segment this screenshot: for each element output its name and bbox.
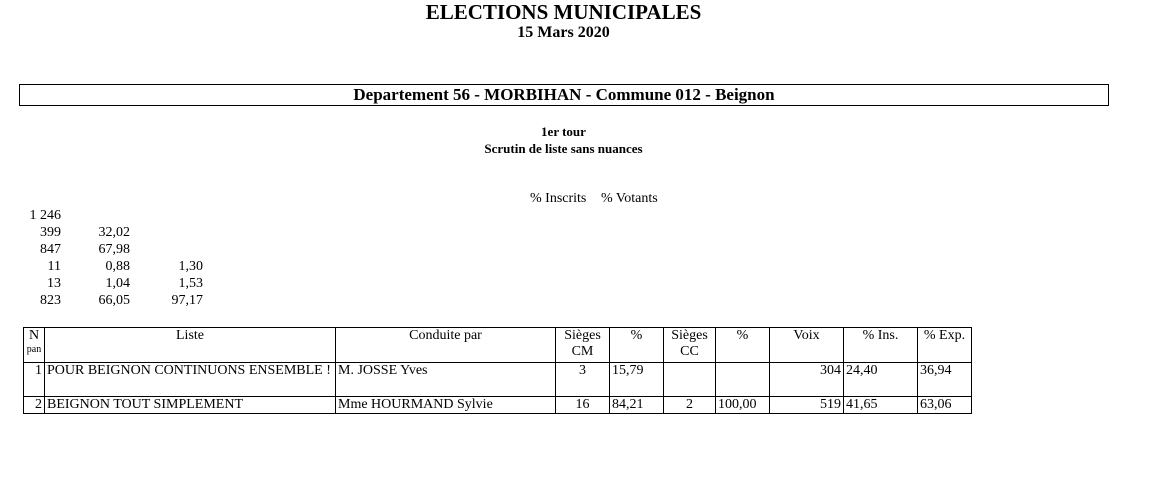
results-header-row <box>24 328 1025 363</box>
list-name: POUR BEIGNON CONTINUONS ENSEMBLE ! <box>45 363 336 397</box>
round-label: 1er tour <box>541 124 586 139</box>
col-header-pct-cm: % <box>610 328 664 363</box>
votes: 519 <box>770 397 844 414</box>
pct-seats-cm: 15,79 <box>610 363 664 397</box>
table-row <box>24 363 1025 397</box>
stats-row <box>0 275 700 292</box>
col-header-pan: pan <box>26 344 42 355</box>
seats-cm: 16 <box>556 397 610 414</box>
col-header-liste: Liste <box>45 328 336 363</box>
stats-row <box>0 241 700 258</box>
col-header-pct-cc: % <box>716 328 770 363</box>
stats-row <box>0 224 700 241</box>
pct-seats-cc <box>716 363 770 397</box>
stats-pct-votants: 1,30 <box>178 259 203 274</box>
stats-value: 399 <box>40 225 61 240</box>
stats-value: 823 <box>40 293 61 308</box>
stats-value: 847 <box>40 242 61 257</box>
pct-inscrits: 24,40 <box>844 363 918 397</box>
list-number: 1 <box>24 363 45 397</box>
stats-pct-inscrits: 1,04 <box>105 276 130 291</box>
stats-value: 11 <box>47 259 61 274</box>
col-header-pct-exp: % Exp. <box>918 328 972 363</box>
stats-row <box>0 207 700 224</box>
stats-value: 1 246 <box>29 208 61 223</box>
list-leader: M. JOSSE Yves <box>336 363 556 397</box>
col-header-conduite: Conduite par <box>336 328 556 363</box>
department-commune-banner: Departement 56 - MORBIHAN - Commune 012 - Beignon <box>19 84 1109 106</box>
stats-row <box>0 258 700 275</box>
election-date: 15 Mars 2020 <box>517 24 610 41</box>
stats-pct-votants: 1,53 <box>178 276 203 291</box>
table-row <box>24 397 1025 414</box>
results-table <box>23 327 1025 414</box>
stats-header-pct-inscrits: % Inscrits <box>530 191 587 206</box>
list-leader: Mme HOURMAND Sylvie <box>336 397 556 414</box>
seats-cm: 3 <box>556 363 610 397</box>
col-header-voix: Voix <box>770 328 844 363</box>
col-header-pct-ins: % Ins. <box>844 328 918 363</box>
stats-header-pct-votants: % Votants <box>601 191 658 206</box>
votes: 304 <box>770 363 844 397</box>
seats-cc <box>664 363 716 397</box>
stats-pct-inscrits: 32,02 <box>98 225 130 240</box>
list-number: 2 <box>24 397 45 414</box>
list-name: BEIGNON TOUT SIMPLEMENT <box>45 397 336 414</box>
stats-pct-inscrits: 0,88 <box>105 259 130 274</box>
col-header-sieges-cm: Sièges CM <box>556 328 610 363</box>
ballot-type: Scrutin de liste sans nuances <box>484 141 643 156</box>
col-header-sieges-cc: Sièges CC <box>664 328 716 363</box>
stats-row <box>0 292 700 309</box>
stats-pct-votants: 97,17 <box>171 293 203 308</box>
pct-seats-cc: 100,00 <box>716 397 770 414</box>
pct-seats-cm: 84,21 <box>610 397 664 414</box>
pct-inscrits: 41,65 <box>844 397 918 414</box>
col-header-n: N pan <box>24 328 45 363</box>
seats-cc: 2 <box>664 397 716 414</box>
stats-pct-inscrits: 66,05 <box>98 293 130 308</box>
stats-pct-inscrits: 67,98 <box>98 242 130 257</box>
pct-exprimes: 36,94 <box>918 363 972 397</box>
pct-exprimes: 63,06 <box>918 397 972 414</box>
stats-value: 13 <box>47 276 61 291</box>
page-title: ELECTIONS MUNICIPALES <box>425 0 702 24</box>
